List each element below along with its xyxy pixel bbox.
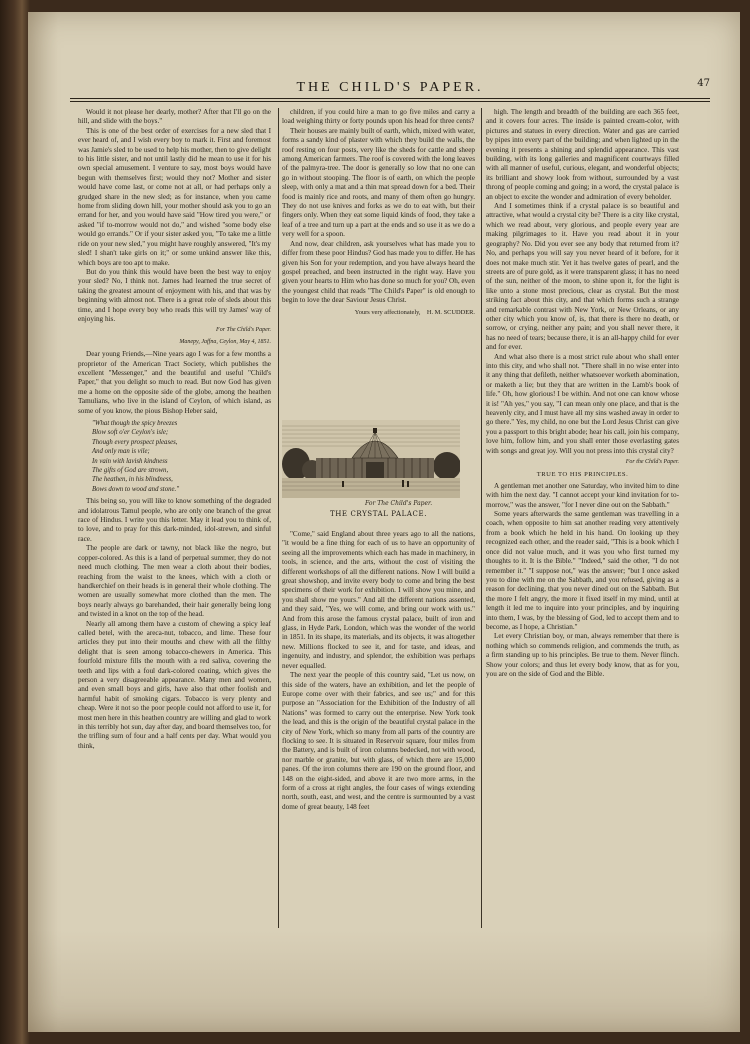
poem-line: "What though the spicy breezes (92, 420, 178, 427)
header-rule (70, 98, 710, 99)
letter-paragraph: Dear young Friends,—Nine years ago I was for a few months a proprietor of the American Tract Society, which publishes the excellent "Messenger," and the beautiful and useful "Child's Paper," that you delight so much to read. But now God has given me a home on the opposite side of the globe, among the heathen Tamulians, who live in the island of Ceylon, of which island, as some of you know, the pious Bishop Heber said, (78, 350, 271, 415)
principles-paragraph: Some years afterwards the same gentleman was travelling in a coach, when opposite to him sat another reading very attentively from a book which he held in his hand. On looking up they recognized each other, and the reader said, "This is a book which I once did not value much, and it was you who first turned my thoughts to it. It is the Bible." "Indeed," said the other, "I do not remember it." "I suppose not," was the answer; "but I once asked you to dine with me on the Sabbath, and you refused, giving as a reason for declining, that you never dined out on the Sabbath. But the more I felt angry, the more it fixed itself in my mind, until at length it led me to inquire into your principles, and by inquiring into them, I was, by the blessing of God, led to accept them and to become, as I hope, a Christian." (486, 510, 679, 631)
col2-paragraph: And now, dear children, ask yourselves what has made you to differ from these poor Hindus? God has made you to differ. He has given his Son for your redemption, and you have always heard the gospel preached, and been instructed in the right way. Have you given your hearts to Him who has done so much for you? Oh, even the youngest child that reads "The Child's Paper" is old enough to begin to love the dear Saviour Jesus Christ. (282, 239, 475, 305)
principles-heading: TRUE TO HIS PRINCIPLES. (536, 471, 629, 479)
poem-stanza (92, 419, 271, 494)
column-divider-1 (278, 108, 279, 928)
col2-paragraph: children, if you could hire a man to go five miles and carry a load weighing thirty or forty pounds upon his head for three cents? (282, 108, 475, 126)
col3-paragraph: high. The length and breadth of the building are each 365 feet, and it covers four acres. The inside is painted cream-color, with pictures and statues in every direction. Water and gas are carried by pipes into every part of the building; and when lighted up in the evening it presents a shining and splendid appearance. This vast building, with its long galleries and magnificent courtways filled with all manner of useful, curious, elegant, and wonderful objects; its brilliant and showy look from without, surrounded by a vast throng of people coming and going; in a word, the crystal palace is an object to excite the wonder and admiration of every beholder. (486, 108, 679, 201)
col2-paragraph: Their houses are mainly built of earth, which, mixed with water, forms a sandy kind of plaster with which they build the walls, the roof resting on four posts, very like the sheds for cattle and sheep among American farmers. The roof is covered with the long leaves of the palmyra-tree. The door is generally so low that no one can go in without stooping. The floor is of earth, on which the people sleep, with only a mat and a thin mat spread down for a bed. Their food is mainly rice and roots, and many of them often go hungry. They do not use knives and forks as we do to eat with, but their fingers only. When they eat some liquid kinds of food, they take a leaf of a tree and turn up a part at the ends and so use it as we do a very well for a spoon. (282, 126, 475, 239)
column-divider-2 (481, 108, 482, 928)
col1-paragraph: This is one of the best order of exercises for a new sled that I ever heard of, and I wish every boy to mark it. First and foremost was Jamie's sled to be used to help his mother, then to give delight to his little sister, and not until lastly did he mean to use it for his own special amusement. I venture to say, most boys would have begun with themselves first; would they not? Mother and sister would have come last, or come not at all, or had perhaps only a grudged share in the new sled; as for instance, when you came home from sliding down hill, your mother should ask you to go an errand for her, and you would have said "How tired you were," or asked "if to-morrow would not do," and wished "some body else would go errands." Or if your sister asked you, "To take me a little ride on your new sled," you might have roughly answered, "It's my sled! I shan't take girls on it;" or some unkind answer like this, which boys are too apt to make. (78, 126, 271, 267)
principles-source: For the Child's Paper. (625, 459, 679, 466)
poem-line: Bows down to wood and stone." (92, 485, 180, 493)
column-1 (78, 108, 271, 898)
poem-line: And only man is vile; (92, 448, 150, 456)
col3-paragraph: And I sometimes think if a crystal palace is so beautiful and attractive, what would a crystal city be? There is a city like crystal, which we read about, very glorious, and people every year are making pilgrimages to it. Have you read about it in your geography? No. Did you ever see any body that returned from it? No, and perhaps you will say you never heard of it before, for it does not make much stir. Yet it has twelve gates of pearl, and the streets are of pure gold, as it were transparent glass; it has no need of the sun, neither of the moon, to shine upon it, for the light is like unto a stone most precious, clear as crystal. But the most striking fact about this city, and that which forms such a strange and remarkable contrast with New York, or New Orleans, or any other city which you know of, is, that there is there no death, or sorrow, or crying, neither any pain; and you shall never there, it has no need of tears; because there, it is an all-happy child for ever and for ever. (486, 202, 679, 352)
poem-line: The gifts of God are strown, (92, 467, 169, 475)
letter-dateline: Manepy, Jaffna, Ceylon, May 4, 1851. (179, 338, 271, 345)
letter-signature (282, 308, 475, 317)
poem-line: Blow soft o'er Ceylon's isle; (92, 429, 169, 437)
column-2-top (282, 108, 475, 368)
palace-paragraph: "Come," said England about three years ago to all the nations, "it would be a fine thing for each of us to have an opportunity of seeing all the improvements which each has made in machinery, in tools, in science, and the arts, without the cost of visiting the different workshops of all the different nations. Now I will build a great showshop, and invite every body to come and bring the best specimens of their work for exhibition. I will show you mine, and you shall show me yours." And all the different nations assented, and they said, "Yes, we will come, and bring our work with us." And from this arose the famous crystal palace, built of iron and glass, in Hyde Park, London, which was the wonder of the world in 1851. In its shape, its materials, and its objects, it was altogether new. Millions flocked to see it, and for taste, and ideas, and ingenuity, and industry, and splendor, the exhibition was perhaps never equalled. (282, 530, 475, 670)
letter-source: For The Child's Paper. (216, 327, 271, 334)
palace-paragraph: The next year the people of this country said, "Let us now, on this side of the waters, have an exhibition, and let the people of Europe come over with their fabrics, and see us;" and for this purpose an "Association for the Exhibition of the Industry of all Nations" was formed to carry out the enterprise. New York took the lead, and this is the origin of the beautiful crystal palace in the city of New York, which so many from all parts of the country are flocking to see. It is situated in Reservoir square, four miles from the Battery, and is built of iron columns bedecked, not with wood, nor marble or granite, but with glass, of which there are 15,000 panes. Of the iron columns there are 190 on the ground floor, and 148 on the eight-sided, and above it are two more arms, in the form of a cross at right angles, the four cases of wings extending north, south, east, and west, and the centre is surmounted by a vast dome of great beauty, 148 feet (282, 671, 475, 811)
col1-paragraph: But do you think this would have been the best way to enjoy your sled? No, I think not. James had learned the true secret of taking the greatest amount of enjoyment with his, and that was by beginning with almost not. There is a great role of sleds about this time, and I hope every boy who reads this will try James' way of enjoying his. (78, 267, 271, 323)
col1-paragraph: Would it not please her dearly, mother? After that I'll go on the hill, and slide with the boys." (78, 108, 271, 126)
letter-paragraph: This being so, you will like to know something of the degraded and idolatrous Tamul people, who are only one branch of the great race of Hindus. I write you this letter. May it lead you to think of, to love, and to pray for this dark-minded, idol-strewn, and sinful race. (78, 497, 271, 543)
column-3 (486, 108, 679, 1008)
letter-paragraph: The people are dark or tawny, not black like the negro, but copper-colored. As this is a land of perpetual summer, they do not need much clothing. The men wear a cloth about their bodies, reaching from the waist to the knees, which with a cloth or handkerchief on their heads is in general their whole clothing. The women are usually somewhat more clothed than the men. The boys nearly always go barehanded, their hair generally being long and twisted in a knot on the top of the head. (78, 544, 271, 619)
poem-line: In vain with lavish kindness (92, 457, 168, 465)
poem-line: The heathen, in his blindness, (92, 476, 173, 484)
column-2-bottom (282, 530, 475, 928)
engraving-source: For The Child's Paper. (365, 500, 433, 507)
crystal-palace-heading: THE CRYSTAL PALACE. (329, 510, 428, 518)
signature-name: H. M. SCUDDER. (426, 308, 475, 316)
header-rule-thin (70, 101, 710, 102)
page-number: 47 (697, 78, 710, 89)
signature-lead: Yours very affectionately, (354, 308, 421, 316)
crystal-palace-engraving (282, 420, 460, 498)
page-title: THE CHILD'S PAPER. (296, 80, 484, 95)
principles-paragraph: A gentleman met another one Saturday, who invited him to dine with him the next day. "I cannot accept your kind invitation for to-morrow," was the answer, "for I never dine out on the Sabbath." (486, 481, 679, 509)
letter-paragraph: Nearly all among them have a custom of chewing a spicy leaf called betel, with the areca-nut, tobacco, and lime. These four articles they put into their mouths and chew with all the filthy delight that is seen among tobacco-chewers in America. This fourfold mixture fills the mouth with a red saliva, covering the teeth and lips with a foul dark-colored coating, which gives the person a very disagreeable appearance. Many men and women, and even small boys and girls, have also that other foolish and harmful habit of smoking cigars. Tobacco is very plenty and cheap. Were it not so the poor people could not afford to use it, for most men here in this heathen country are willing and glad to work in this terribly hot sun, day after day, and board themselves too, for the trifling sum of four and a half cents per day. What would you think, (78, 619, 271, 750)
poem-line: Though every prospect pleases, (92, 438, 178, 446)
col3-paragraph: And what also there is a most strict rule about who shall enter into this city, and who shall not. "There shall in no wise enter into it any thing that defileth, neither whatsoever worketh abomination, or maketh a lie; but they that are written in the Lamb's book of life." Oh, how glorious! I be within. And not one can know whose it is! "Ah yes," you say, "I can mean only one place, and that is the heavenly city, and I must have all my sins washed away in order to go there." Yes, my child, no one but the Lord Jesus Christ can give you a passport to this bright abode; hear his call, join his company, love him, follow him, and you shall enter those everlasting gates with songs and great joy. Will you not press into this crystal city? (486, 352, 679, 455)
principles-paragraph: Let every Christian boy, or man, always remember that there is nothing which so commends religion, and commends the truth, as a firm standing up to his principles. Be true to them. Never flinch. Show your colors; and thus let every body know, that as for you, you are on the side of God and the Bible. (486, 632, 679, 678)
